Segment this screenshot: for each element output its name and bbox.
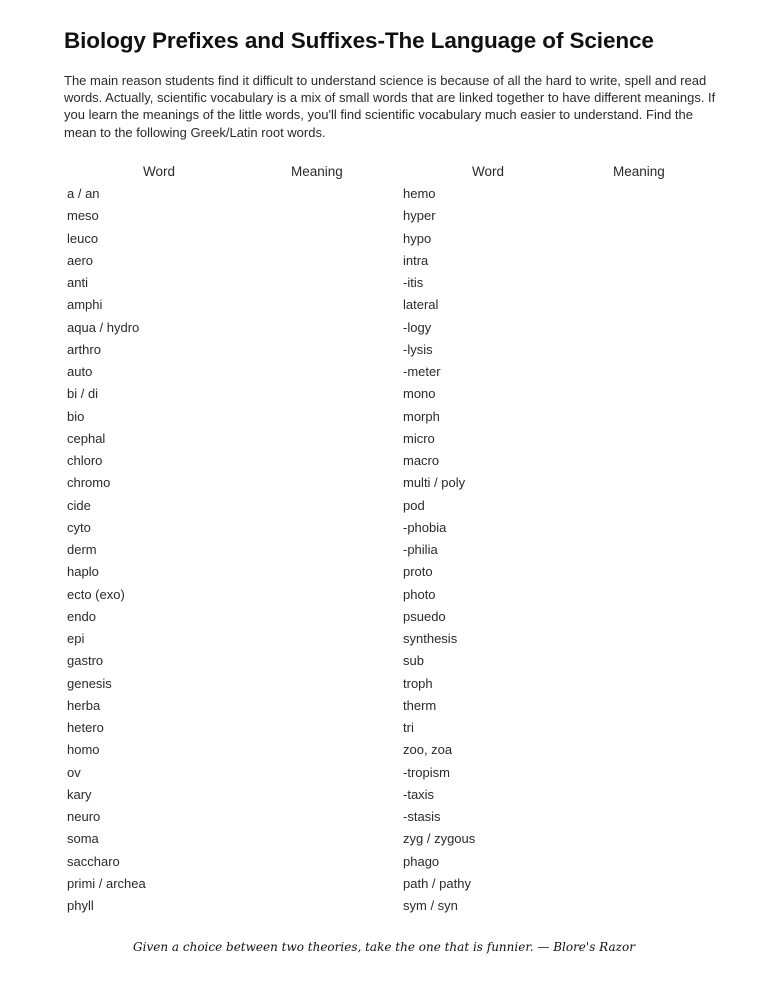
word-item: kary xyxy=(67,786,92,802)
word-item: hyper xyxy=(403,208,436,224)
word-item: -phobia xyxy=(403,519,447,535)
word-item: a / an xyxy=(67,186,100,201)
word-item: lateral xyxy=(403,297,439,313)
word-item: auto xyxy=(67,364,93,379)
word-item: leuco xyxy=(67,230,99,246)
word-item: zoo, zoa xyxy=(403,742,453,758)
word-item: troph xyxy=(403,675,433,691)
word-item: cephal xyxy=(67,430,106,446)
word-item: epi xyxy=(67,631,85,646)
word-item: -itis xyxy=(403,275,424,290)
word-item: genesis xyxy=(67,675,112,691)
word-item: pod xyxy=(403,497,425,513)
word-item: arthro xyxy=(67,341,101,357)
word-item: cide xyxy=(67,497,91,513)
word-item: homo xyxy=(67,742,100,758)
word-item: anti xyxy=(67,275,88,290)
right-word-list xyxy=(403,183,475,917)
word-item: path / pathy xyxy=(403,875,471,891)
word-item: multi / poly xyxy=(403,475,466,491)
word-item: intra xyxy=(403,252,429,268)
word-item: herba xyxy=(67,697,101,713)
word-item: endo xyxy=(67,608,96,624)
word-item: phago xyxy=(403,853,440,869)
intro-text: The main reason students find it difficult to understand science is because of all the hard to write, spell and read words. Actually, scientific vocabulary is a mix of small words that are linked together to have different meanings. If you learn the meanings of the little words, you'll find scientific vocabulary much easier to understand. Find the mean to the following Greek/Latin root words. xyxy=(64,73,716,140)
header-meaning-right: Meaning xyxy=(613,164,665,179)
word-item: -logy xyxy=(403,319,432,335)
word-item: meso xyxy=(67,208,99,224)
intro-paragraph xyxy=(64,72,724,141)
word-item: micro xyxy=(403,430,435,446)
word-item: zyg / zygous xyxy=(403,831,476,847)
word-item: sub xyxy=(403,653,424,669)
word-item: macro xyxy=(403,453,440,468)
word-item: therm xyxy=(403,697,437,713)
word-item: proto xyxy=(403,564,433,580)
left-word-list xyxy=(67,183,146,917)
word-item: morph xyxy=(403,408,440,424)
page-title: Biology Prefixes and Suffixes-The Language of Science xyxy=(64,28,654,53)
word-item: primi / archea xyxy=(67,875,146,891)
word-item: bi / di xyxy=(67,386,99,402)
word-item: hemo xyxy=(403,186,436,201)
word-item: -lysis xyxy=(403,341,433,357)
word-item: -taxis xyxy=(403,786,435,802)
word-item: cyto xyxy=(67,519,91,535)
header-meaning-left: Meaning xyxy=(291,164,343,179)
word-item: haplo xyxy=(67,564,99,580)
word-item: ov xyxy=(67,764,81,780)
word-item: synthesis xyxy=(403,631,458,646)
word-item: -meter xyxy=(403,364,441,379)
word-item: mono xyxy=(403,386,436,402)
header-word-left: Word xyxy=(143,164,176,179)
word-item: photo xyxy=(403,586,436,602)
word-item: amphi xyxy=(67,297,103,313)
word-item: aero xyxy=(67,252,94,268)
word-item: aqua / hydro xyxy=(67,319,140,335)
word-item: hetero xyxy=(67,720,104,735)
word-item: soma xyxy=(67,831,99,847)
word-item: neuro xyxy=(67,809,101,824)
header-word-right: Word xyxy=(472,164,505,179)
word-item: tri xyxy=(403,720,414,735)
word-item: phyll xyxy=(67,898,94,913)
word-item: derm xyxy=(67,542,97,557)
word-item: chloro xyxy=(67,453,103,468)
word-item: hypo xyxy=(403,230,432,246)
word-item: psuedo xyxy=(403,608,446,624)
word-item: ecto (exo) xyxy=(67,586,125,602)
word-item: -philia xyxy=(403,542,438,557)
footer-quote: Given a choice between two theories, take the one that is funnier. — Blore's Razor xyxy=(133,940,635,954)
word-item: -tropism xyxy=(403,764,450,780)
word-item: gastro xyxy=(67,653,104,669)
word-item: -stasis xyxy=(403,809,441,824)
word-item: chromo xyxy=(67,475,111,491)
word-item: sym / syn xyxy=(403,898,458,913)
word-item: saccharo xyxy=(67,853,120,869)
word-item: bio xyxy=(67,408,85,424)
